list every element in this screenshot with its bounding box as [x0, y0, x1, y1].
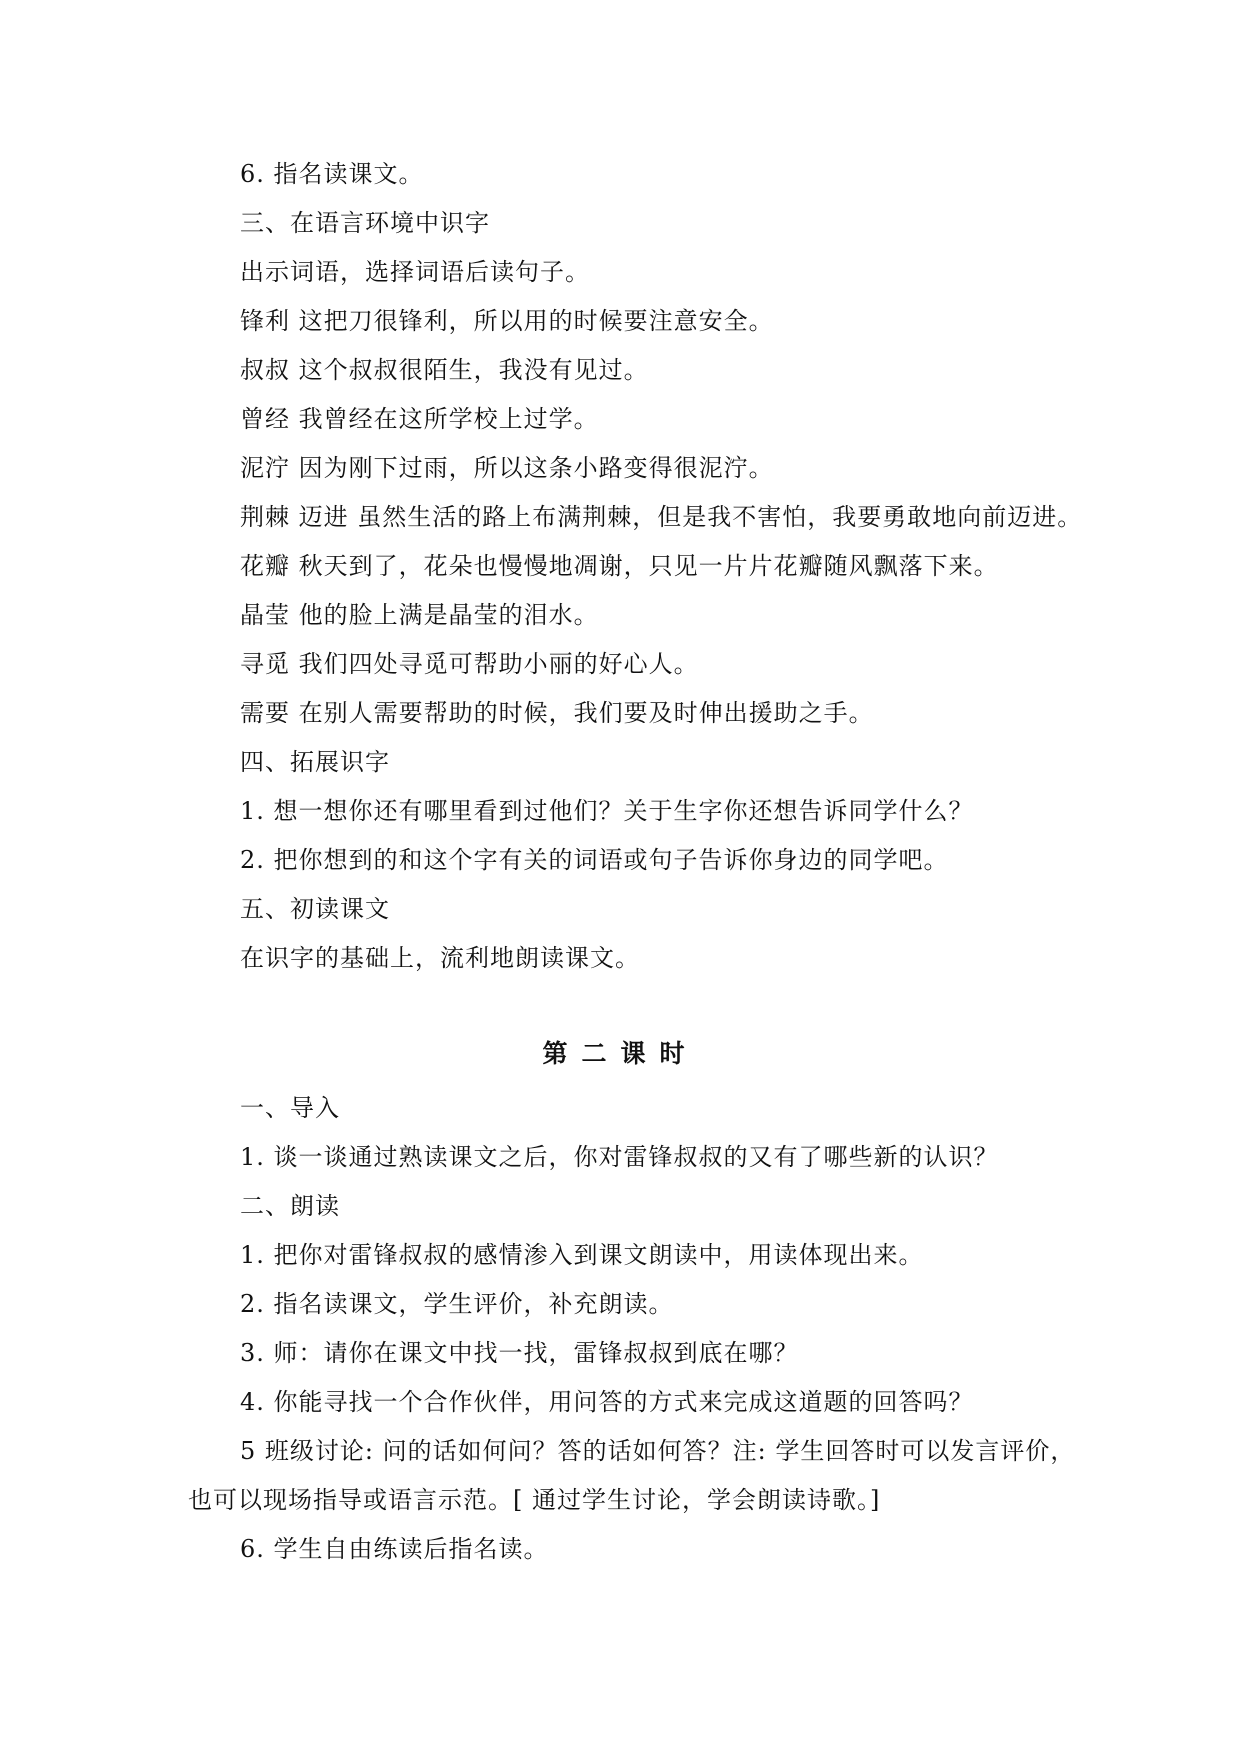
text-line-25: 5 班级讨论: 问的话如何问？答的话如何答？注: 学生回答时可以发言评价，	[240, 1437, 1076, 1465]
section-heading-4: 四、拓展识字	[240, 748, 390, 776]
vocab-line-2: 叔叔 这个叔叔很陌生，我没有见过。	[240, 356, 649, 384]
vocab-line-3: 曾经 我曾经在这所学校上过学。	[240, 405, 599, 433]
text-line-3: 出示词语，选择词语后读句子。	[240, 258, 590, 286]
vocab-line-7: 晶莹 他的脸上满是晶莹的泪水。	[240, 601, 599, 629]
text-line-22: 2. 指名读课文，学生评价，补充朗读。	[240, 1290, 674, 1318]
section-heading-5: 五、初读课文	[240, 895, 390, 923]
text-line-15: 2. 把你想到的和这个字有关的词语或句子告诉你身边的同学吧。	[240, 846, 949, 874]
text-line-21: 1. 把你对雷锋叔叔的感情渗入到课文朗读中，用读体现出来。	[240, 1241, 924, 1269]
text-line-23: 3. 师：请你在课文中找一找，雷锋叔叔到底在哪？	[240, 1339, 799, 1367]
vocab-line-6: 花瓣 秋天到了，花朵也慢慢地凋谢，只见一片片花瓣随风飘落下来。	[240, 552, 999, 580]
text-line-26: 也可以现场指导或语言示范。[ 通过学生讨论，学会朗读诗歌。]	[188, 1486, 881, 1514]
text-line-1: 6. 指名读课文。	[240, 160, 424, 188]
vocab-line-9: 需要 在别人需要帮助的时候，我们要及时伸出援助之手。	[240, 699, 874, 727]
vocab-line-5: 荆棘 迈进 虽然生活的路上布满荆棘，但是我不害怕，我要勇敢地向前迈进。	[240, 503, 1083, 531]
vocab-line-8: 寻觅 我们四处寻觅可帮助小丽的好心人。	[240, 650, 699, 678]
section-heading-2b: 二、朗读	[240, 1192, 340, 1220]
text-line-27: 6. 学生自由练读后指名读。	[240, 1535, 549, 1563]
section-heading-1b: 一、导入	[240, 1094, 340, 1122]
text-line-14: 1. 想一想你还有哪里看到过他们？关于生字你还想告诉同学什么？	[240, 797, 974, 825]
vocab-line-1: 锋利 这把刀很锋利，所以用的时候要注意安全。	[240, 307, 774, 335]
vocab-line-4: 泥泞 因为刚下过雨，所以这条小路变得很泥泞。	[240, 454, 774, 482]
section-heading-3: 三、在语言环境中识字	[240, 209, 490, 237]
text-line-19: 1. 谈一谈通过熟读课文之后，你对雷锋叔叔的又有了哪些新的认识？	[240, 1143, 999, 1171]
section-title: 第二课时	[542, 1039, 699, 1068]
text-line-17: 在识字的基础上，流利地朗读课文。	[240, 944, 640, 972]
text-line-24: 4. 你能寻找一个合作伙伴，用问答的方式来完成这道题的回答吗？	[240, 1388, 974, 1416]
